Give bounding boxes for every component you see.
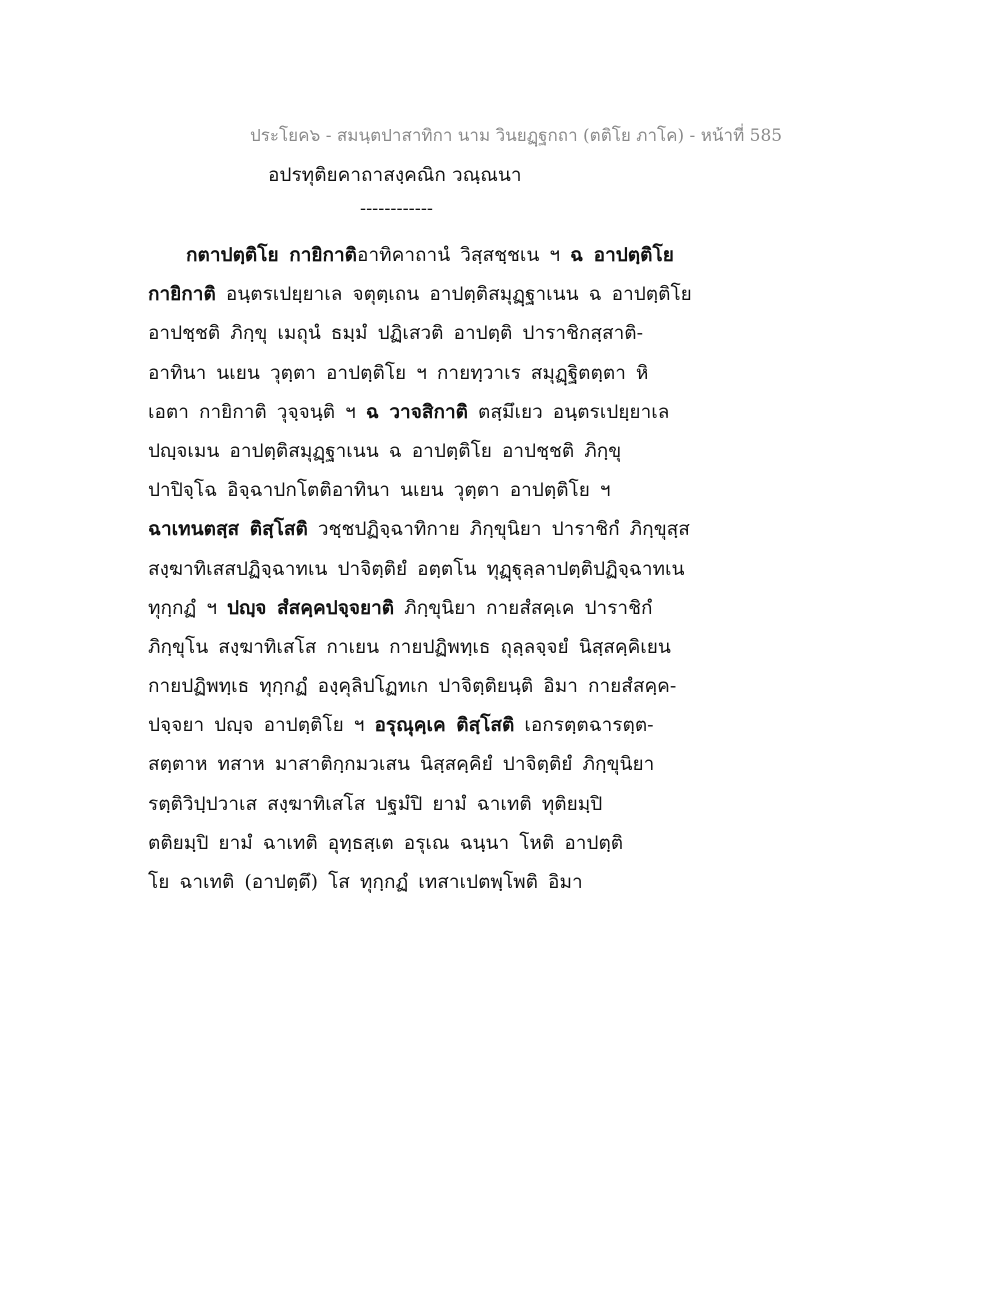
body-line — [148, 589, 708, 628]
bold-term: กตาปตฺติโย กายิกาติ — [186, 244, 358, 266]
body-line — [148, 510, 708, 549]
body-line — [148, 706, 708, 745]
text-segment: อาทิคาถานํ วิสฺสชฺชเน ฯ — [357, 244, 571, 266]
text-segment: ปจฺจยา ปญฺจ อาปตฺติโย ฯ — [148, 714, 375, 737]
text-segment: อนฺตรเปยฺยาเล จตุตฺเถน อาปตฺติสมุฏฺฐาเนน ฉ อาปตฺติโย — [215, 283, 692, 306]
text-segment: อาทินา นเยน วุตฺตา อาปตฺติโย ฯ กายทฺวาเร สมุฏฺฐิตตฺตา หิ — [148, 361, 649, 384]
bold-term: กายิกาติ — [148, 283, 216, 306]
body-line — [148, 824, 708, 863]
body-line — [148, 314, 708, 353]
body-line — [148, 863, 708, 902]
body-line — [148, 471, 708, 510]
text-segment: ทุกฺกฏํ ฯ — [148, 596, 228, 619]
body-line — [148, 354, 708, 393]
separator: ------------ — [360, 198, 433, 219]
body-line — [148, 393, 708, 432]
text-segment: อาปชฺชติ ภิกฺขุ เมถุนํ ธมฺมํ ปฏิเสวติ อาปตฺติ ปาราชิกสฺสาติ- — [148, 322, 644, 345]
text-segment: ตติยมฺปิ ยามํ ฉาเทติ อุทฺธสฺเต อรุเณ ฉนฺนา โหติ อาปตฺติ — [148, 831, 624, 854]
body-line — [148, 275, 708, 314]
text-segment: เอกรตฺตฉารตฺต- — [514, 714, 654, 737]
text-segment: ภิกฺขุโน สงฺฆาทิเสโส กาเยน กายปฏิพทฺเธ ถุลฺลจฺจยํ นิสฺสคฺคิเยน — [148, 635, 671, 658]
text-segment: รตฺติวิปฺปวาเส สงฺฆาทิเสโส ปฐมํปิ ยามํ ฉาเทติ ทุติยมฺปิ — [148, 792, 603, 815]
bold-term: ปญฺจ สํสคฺคปจฺจยาติ — [227, 596, 395, 619]
text-segment: ปาปิจฺโฉ อิจฺฉาปกโตติอาทินา นเยน วุตฺตา อาปตฺติโย ฯ — [148, 479, 611, 502]
bold-term: ฉ วาจสิกาติ — [365, 400, 468, 423]
text-segment: สงฺฆาทิเสสปฏิจฺฉาทเน ปาจิตฺติยํ อตฺตโน ทุฏฺฐุลฺลาปตฺติปฏิจฺฉาทเน — [148, 557, 685, 580]
body-line — [148, 745, 708, 784]
bold-term: อรุณุคฺเค ติสฺโสติ — [374, 714, 515, 737]
text-segment: ตสฺมึเยว อนฺตรเปยฺยาเล — [467, 400, 670, 423]
body-line — [148, 667, 708, 706]
bold-term: ฉ อาปตฺติโย — [570, 244, 674, 266]
body-line — [148, 550, 708, 589]
text-segment: สตฺตาห ทสาห มาสาติกฺกมวเสน นิสฺสคฺคิยํ ปาจิตฺติยํ ภิกฺขุนิยา — [148, 753, 655, 776]
body-line — [148, 432, 708, 471]
text-segment: กายปฏิพทฺเธ ทุกฺกฏํ องฺคุลิปโฏทเก ปาจิตฺติยนฺติ อิมา กายสํสคฺค- — [148, 675, 677, 698]
body-line — [148, 628, 708, 667]
text-segment: เอตา กายิกาติ วุจฺจนฺติ ฯ — [148, 400, 366, 423]
text-segment: ปญฺจเมน อาปตฺติสมุฏฺฐาเนน ฉ อาปตฺติโย อาปชฺชติ ภิกฺขุ — [148, 439, 622, 462]
body-line — [148, 236, 708, 275]
page-header: ประโยค๖ - สมนฺตปาสาทิกา นาม วินยฏฺฐกถา (ตติโย ภาโค) - หน้าที่ 585 — [250, 126, 783, 146]
text-segment: วชฺชปฏิจฺฉาทิกาย ภิกฺขุนิยา ปาราชิกํ ภิกฺขุสฺส — [307, 518, 690, 541]
text-segment: โย ฉาเทติ (อาปตฺตึ) โส ทุกฺกฏํ เทสาเปตพฺโพติ อิมา — [148, 871, 583, 893]
bold-term: ฉาเทนตสฺส ติสฺโสติ — [148, 518, 308, 541]
body-line — [148, 785, 708, 824]
body-text — [148, 236, 708, 902]
section-title: อปรทุติยคาถาสงฺคณิก วณฺณนา — [268, 164, 522, 186]
text-segment: ภิกฺขุนิยา กายสํสคฺเค ปาราชิกํ — [394, 596, 653, 619]
